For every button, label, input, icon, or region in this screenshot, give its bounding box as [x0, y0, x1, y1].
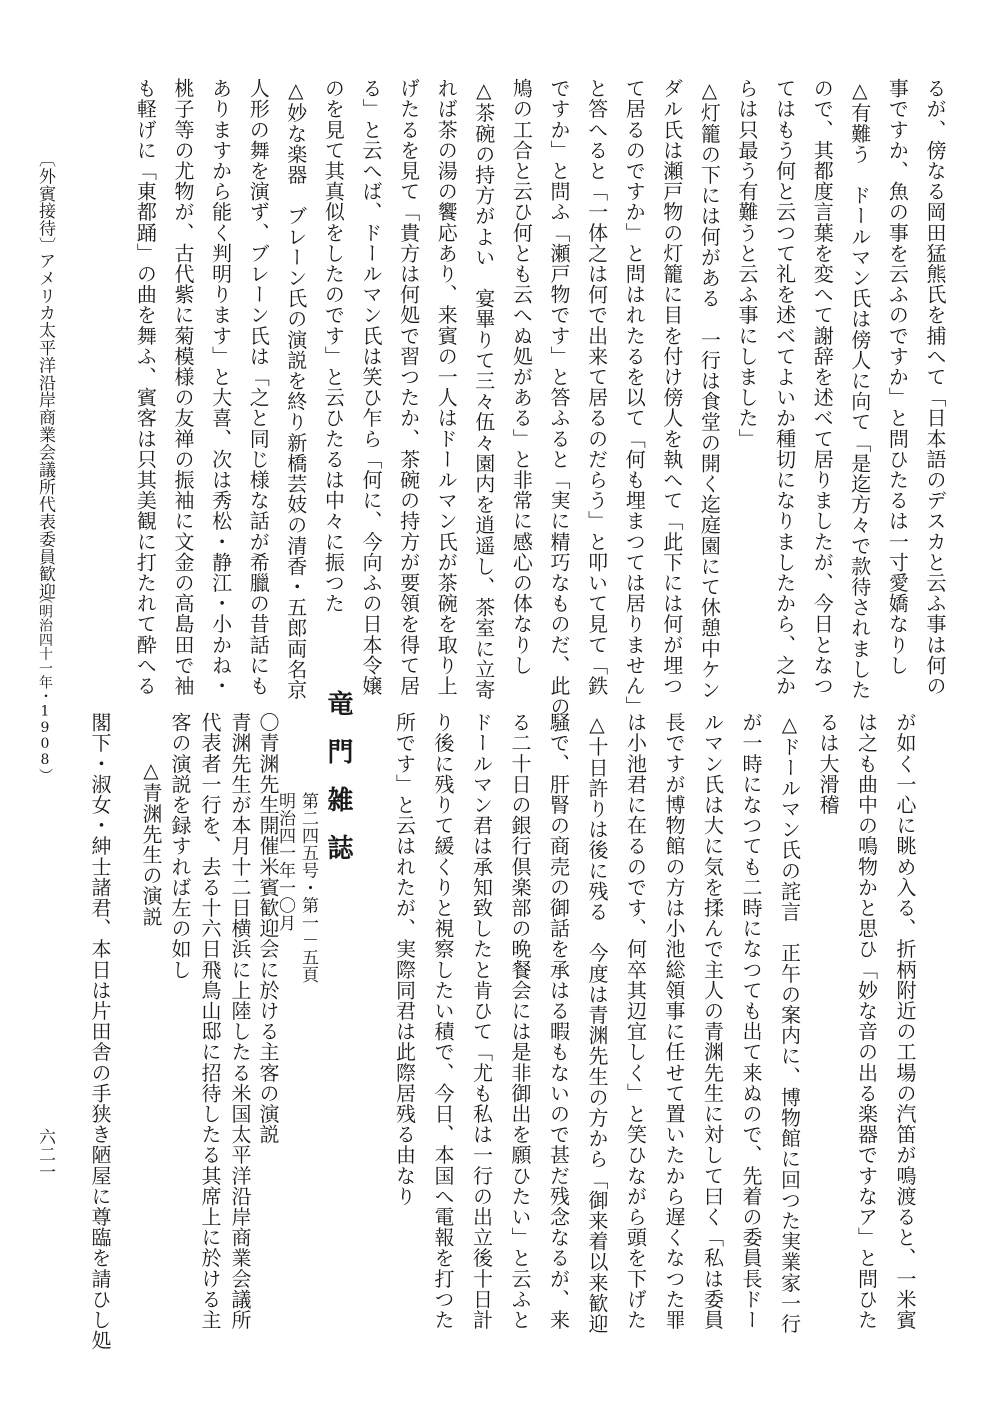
text-column: △妙な楽器 ブレーン氏の演説を終り新橋芸妓の清香・五郎両名京 [283, 78, 308, 700]
text-column: 所です」と云はれたが、実際同君は此際居残る由なり [392, 712, 417, 1207]
text-column: △有難う ドールマン氏は傍人に向て「是迄方々で款待されました [847, 78, 872, 700]
text-column: が一時になつても二時になつても出て来ぬので、先着の委員長ドー [739, 712, 763, 1330]
text-column: △ドールマン氏の詫言 正午の案内に、博物館に回つた実業家一行 [777, 712, 802, 1334]
text-column: てはもう何と云つて礼を述べてよいか種切になりましたから、之か [772, 78, 797, 696]
text-column: げたるを見て「貴方は何処で習つたか、茶碗の持方が要領を得て居 [396, 78, 421, 696]
article-body-line: 客の演説を録すれば左の如し [168, 712, 192, 980]
article-subheading: △青渊先生の演説 [139, 758, 163, 927]
running-header-title: アメリカ太平洋沿岸商業会議所代表委員歓迎 [35, 252, 55, 600]
text-column: 事ですか、魚の事を云ふのですか」と問ひたるは一寸愛嬌なりし [885, 78, 910, 676]
article-body-line: 青渊先生が本月十二日横浜に上陸したる米国太平洋沿岸商業会議所 [228, 712, 252, 1330]
text-column: るが、傍なる岡田猛熊氏を捕へて「日本語のデスカと云ふ事は何の [923, 78, 947, 696]
text-column: り後に残りて緩くりと視察したい積で、今日、本国へ電報を打つた [431, 712, 455, 1330]
text-column: て居るのですか」と問はれたるを以て「何も埋まつては居りません」 [622, 78, 647, 717]
text-column: 鳩の工合と云ひ何とも云へぬ処がある」と非常に感心の体なりし [509, 78, 534, 676]
article-heading: 〇青渊先生開催米賓歓迎会に於ける主客の演説 [256, 712, 280, 1145]
article-closing-line: 閣下・淑女・紳士諸君、本日は片田舎の手狭き陋屋に尊臨を請ひし処 [88, 712, 112, 1351]
text-column: る」と云へば、ドールマン氏は笑ひ乍ら「何に、今向ふの日本令嬢 [359, 78, 383, 696]
text-column: れば茶の湯の饗応あり、来賓の一人はドールマン氏が茶碗を取り上 [434, 78, 459, 696]
text-column: 長ですが博物館の方は小池総領事に任せて置いたから遅くなつた罪 [662, 712, 686, 1330]
text-column: と答へると「一体之は何で出来て居るのだらう」と叩いて見て「鉄 [584, 78, 609, 696]
text-column: のを見て其真似をしたのです」と云ひたるは中々に振つた [321, 78, 346, 614]
text-column: ありますから能く判明ります」と大喜、次は秀松・静江・小かね・ [208, 78, 233, 696]
running-header-date: （明治四十一年・1908） [37, 590, 53, 783]
running-header-section: 〔外賓接待〕 [35, 150, 55, 255]
text-column: △十日許りは後に残る 今度は青渊先生の方から「御来着以来歓迎 [585, 712, 609, 1334]
text-column: ダル氏は瀬戸物の灯籠に目を付け傍人を執へて「此下には何が埋つ [659, 78, 684, 696]
text-column: ので、其都度言葉を変へて謝辞を述べて居りましたが、今日となつ [810, 78, 835, 696]
page-number: 六二一 [35, 1128, 55, 1181]
text-column: らは只最う有難うと云ふ事にしました」 [735, 78, 759, 449]
magazine-date: 明治四一年一〇月 [275, 792, 295, 932]
text-column: ドールマン君は承知致したと肯ひて「尤も私は一行の出立後十日計 [469, 712, 494, 1330]
text-column: ですか」と問ふ「瀬戸物です」と答ふると「実に精巧なものだ、此の [547, 78, 571, 717]
text-column: 桃子等の尤物が、古代紫に菊模様の友禅の振袖に文金の高島田で袖 [171, 78, 195, 696]
text-column: が如く一心に眺め入る、折柄附近の工場の汽笛が鳴渡ると、一米賓 [893, 712, 917, 1330]
magazine-title: 竜門雑誌 [323, 690, 353, 882]
article-body-line: 代表者一行を、去る十六日飛鳥山邸に招待したる其席上に於ける主 [198, 712, 222, 1330]
text-column: ルマン氏は大に気を揉んで主人の青渊先生に対して曰く「私は委員 [700, 712, 725, 1330]
text-column: は小池君に在るのです、何卒其辺宜しく」と笑ひながら頭を下げた [623, 712, 648, 1330]
text-column: も軽げに「東都踊」の曲を舞ふ、賓客は只其美観に打たれて酔へる [133, 78, 158, 696]
text-column: △茶碗の持方がよい 宴畢りて三々伍々園内を逍遥し、茶室に立寄 [471, 78, 496, 700]
magazine-issue: 第二四五号・第一－五頁 [298, 792, 318, 984]
text-column: る二十日の銀行倶楽部の晩餐会には是非御出を願ひたい」と云ふと [508, 712, 532, 1330]
text-column: るは大滑稽 [816, 712, 840, 815]
text-column: は之も曲中の鳴物かと思ひ「妙な音の出る楽器ですなア」と問ひた [854, 712, 879, 1330]
text-column: 騒で、肝腎の商売の御話を承はる暇もないので甚だ残念なるが、来 [546, 712, 571, 1330]
text-column: 人形の舞を演ず、ブレーン氏は「之と同じ様な話が希臘の昔話にも [246, 78, 271, 696]
text-column: △灯籠の下には何がある 一行は食堂の開く迄庭園にて休憩中ケン [697, 78, 722, 700]
